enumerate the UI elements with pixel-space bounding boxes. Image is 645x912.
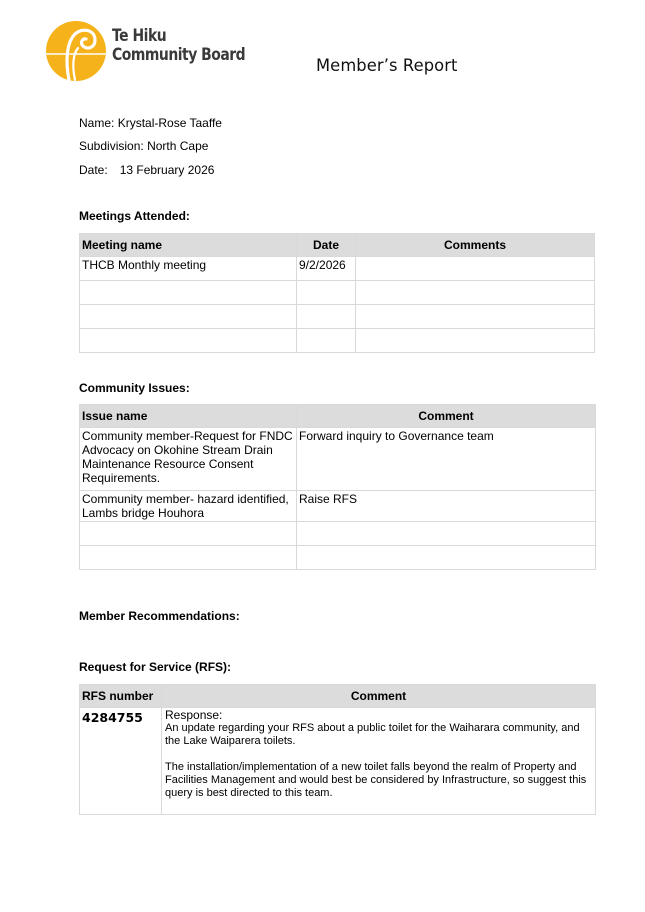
date-label: Date:	[79, 163, 108, 177]
table-header-row	[80, 405, 596, 428]
rfs-heading: Request for Service (RFS):	[79, 660, 232, 674]
response-label: Response:	[165, 708, 223, 722]
name-label: Name:	[79, 116, 115, 130]
table-row	[80, 428, 596, 491]
meeting-name-cell	[80, 281, 297, 305]
meeting-date-cell: 9/2/2026	[297, 257, 356, 281]
meeting-date-cell	[297, 329, 356, 353]
column-header-comment: Comment	[297, 405, 596, 428]
meeting-name-cell: THCB Monthly meeting	[80, 257, 297, 281]
te-hiku-logo	[45, 20, 246, 82]
column-header-meeting-name: Meeting name	[80, 234, 297, 257]
column-header-rfs-number: RFS number	[80, 685, 162, 708]
issue-name-cell	[80, 546, 297, 570]
column-header-issue-name: Issue name	[80, 405, 297, 428]
subdivision-line	[79, 139, 208, 153]
issue-name-cell: Community member-Request for FNDC Advocacy on Okohine Stream Drain Maintenance Resource Consent Requirements.	[80, 428, 297, 491]
column-header-comments: Comments	[356, 234, 595, 257]
meeting-name-cell	[80, 305, 297, 329]
issue-comment-cell	[297, 546, 596, 570]
table-row	[80, 491, 596, 522]
meeting-comment-cell	[356, 305, 595, 329]
logo-line-1: Te Hiku	[112, 26, 167, 46]
community-issues-heading: Community Issues:	[79, 381, 190, 395]
page-title: Member’s Report	[316, 56, 458, 76]
issue-comment-cell: Raise RFS	[297, 491, 596, 522]
table-row	[80, 281, 595, 305]
meeting-comment-cell	[356, 281, 595, 305]
name-line	[79, 116, 222, 130]
logo-line-2: Community Board	[112, 45, 246, 65]
issue-comment-cell: Forward inquiry to Governance team	[297, 428, 596, 491]
response-paragraph-1: An update regarding your RFS about a public toilet for the Waiharara community, and the Lake Waiparera toilets.	[165, 722, 580, 747]
table-row	[80, 257, 595, 281]
column-header-rfs-comment: Comment	[162, 685, 596, 708]
meeting-name-cell	[80, 329, 297, 353]
table-row	[80, 522, 596, 546]
table-row	[80, 708, 596, 815]
member-recommendations-heading: Member Recommendations:	[79, 609, 240, 623]
rfs-table	[79, 684, 596, 815]
table-row	[80, 329, 595, 353]
table-header-row	[80, 685, 596, 708]
rfs-number-cell: 4284755	[80, 708, 162, 815]
column-header-date: Date	[297, 234, 356, 257]
issue-name-cell	[80, 522, 297, 546]
meeting-comment-cell	[356, 329, 595, 353]
table-header-row	[80, 234, 595, 257]
issue-name-cell: Community member- hazard identified, Lambs bridge Houhora	[80, 491, 297, 522]
table-row	[80, 305, 595, 329]
meetings-table	[79, 233, 595, 353]
koru-logo-icon	[45, 20, 111, 82]
meeting-date-cell	[297, 305, 356, 329]
subdivision-value: North Cape	[147, 139, 209, 153]
rfs-comment-cell	[162, 708, 596, 815]
table-row	[80, 546, 596, 570]
logo-wordmark	[112, 27, 245, 65]
date-value: 13 February 2026	[119, 163, 215, 177]
name-value: Krystal-Rose Taaffe	[117, 116, 222, 130]
community-issues-table	[79, 404, 596, 570]
issue-comment-cell	[297, 522, 596, 546]
meetings-heading: Meetings Attended:	[79, 209, 190, 223]
date-line	[79, 163, 214, 177]
meeting-comment-cell	[356, 257, 595, 281]
response-paragraph-2: The installation/implementation of a new toilet falls beyond the realm of Property and Facilities Management and would best be considered by Infrastructure, so suggest this query is best directed to this team.	[165, 761, 587, 799]
subdivision-label: Subdivision:	[79, 139, 144, 153]
meeting-date-cell	[297, 281, 356, 305]
